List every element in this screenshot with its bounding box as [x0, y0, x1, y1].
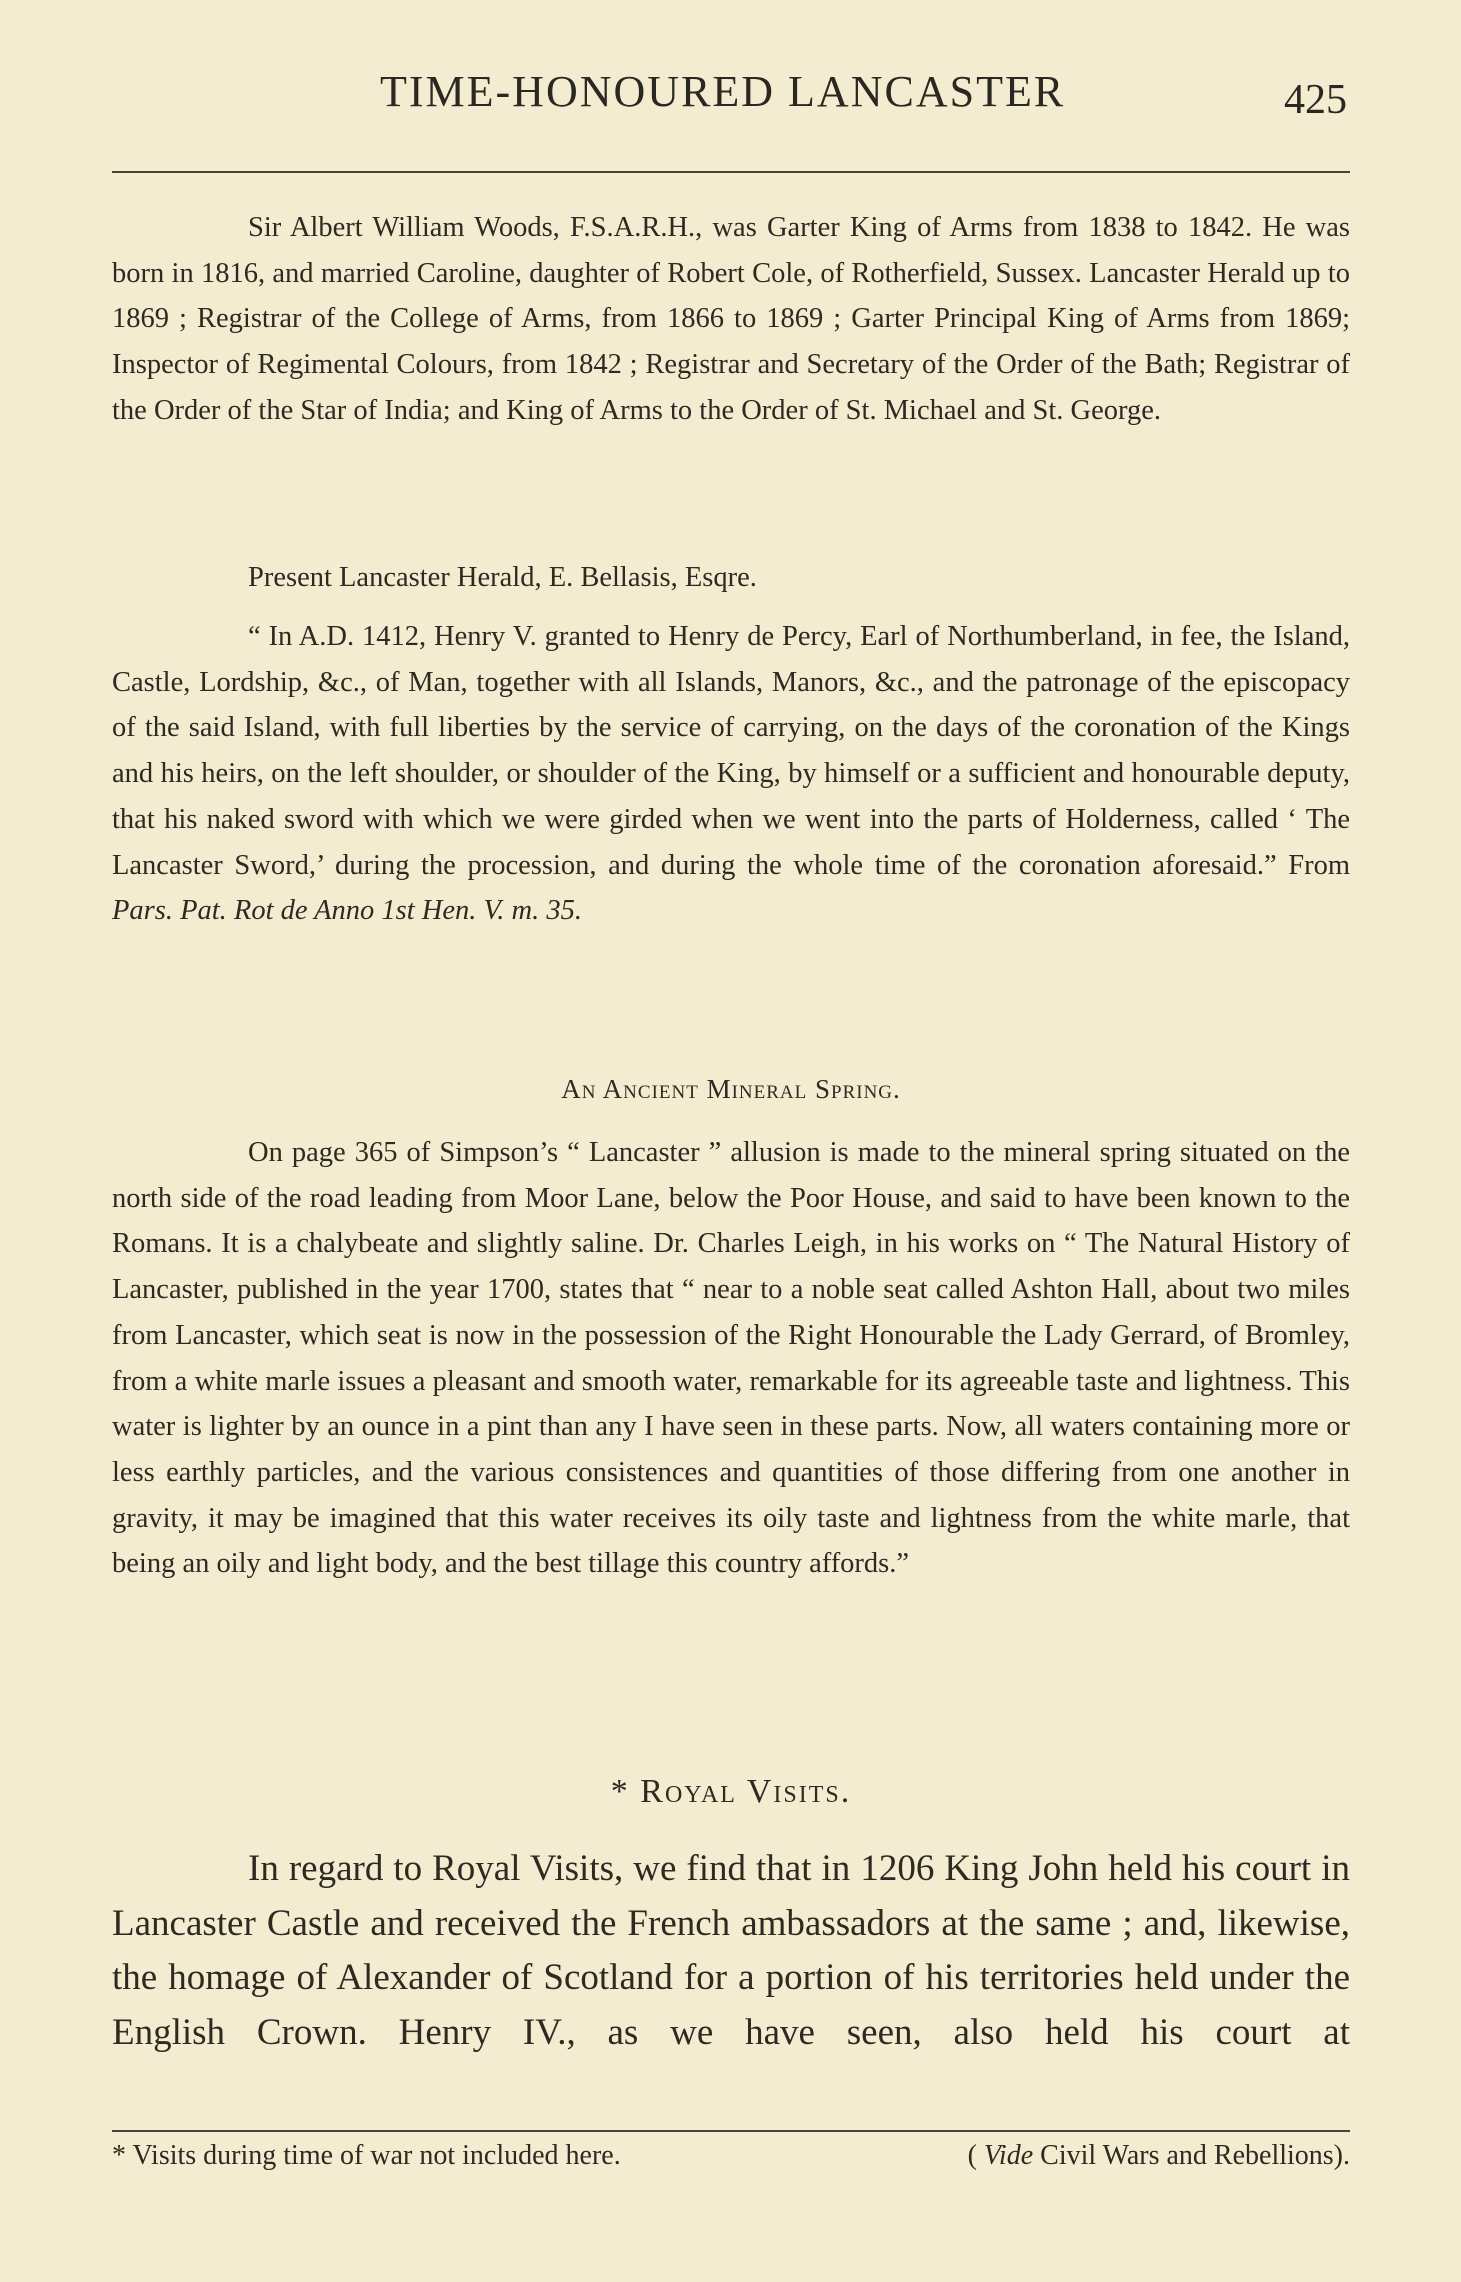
heading-mineral-spring: An Ancient Mineral Spring. — [561, 1074, 901, 1104]
paragraph-present-herald: Present Lancaster Herald, E. Bellasis, Esqre. — [248, 562, 757, 593]
footnote-rule — [112, 2130, 1350, 2132]
paragraph-mineral-spring: On page 365 of Simpson’s “ Lancaster ” allusion is made to the mineral spring situated on the north side of the road leading from Moor Lane, below the Poor House, and said to have been known to the Romans. It is a chalybeate and slightly saline. Dr. Charles Leigh, in his works on “ The Natural History of Lancaster, published in the year 1700, states that “ near to a noble seat called Ashton Hall, about two miles from Lancaster, which seat is now in the possession of the Right Honourable the Lady Gerrard, of Bromley, from a white marle issues a pleasant and smooth water, remarkable for its agreeable taste and lightness. This water is lighter by an ounce in a pint than any I have seen in these parts. Now, all waters containing more or less earthly particles, and the various consistences and quantities of those differing from one another in gravity, it may be imagined that this water receives its oily taste and lightness from the white marle, that being an oily and light body, and the best tillage this country affords.” — [112, 1137, 1350, 1580]
paragraph-woods: Sir Albert William Woods, F.S.A.R.H., was Garter King of Arms from 1838 to 1842. He was born in 1816, and married Caroline, daughter of Robert Cole, of Rotherfield, Sussex. Lancaster Herald up to 1869 ; Registrar of the College of Arms, from 1866 to 1869 ; Garter Principal King of Arms from 1869; Inspector of Regimental Colours, from 1842 ; Registrar and Secretary of the Order of the Bath; Registrar of the Order of the Star of India; and King of Arms to the Order of St. Michael and St. George. — [112, 212, 1350, 426]
quote-citation: Pars. Pat. Rot de Anno 1st Hen. V. m. 35. — [112, 895, 582, 927]
page-number: 425 — [1284, 77, 1347, 123]
heading-royal-visits: * Royal Visits. — [610, 1773, 852, 1810]
footnote — [112, 2140, 1350, 2172]
footnote-right-text: Civil Wars and Rebellions). — [1040, 2140, 1350, 2171]
paragraph-quote — [112, 614, 1350, 934]
footnote-left: * Visits during time of war not included here. — [112, 2140, 621, 2171]
running-head-title: TIME-HONOURED LANCASTER — [380, 67, 1066, 116]
header-rule — [112, 171, 1350, 173]
footnote-right: ( Vide Civil Wars and Rebellions). — [967, 2140, 1350, 2171]
paragraph-royal-visits: In regard to Royal Visits, we find that in 1206 King John held his court in Lancaster Castle and received the French ambassadors at the same ; and, likewise, the homage of Alexander of Scotland for a portion of his territories held under the English Crown. Henry IV., as we have seen, also held his court at — [112, 1848, 1350, 2053]
footnote-vide: Vide — [983, 2140, 1034, 2171]
quote-text: “ In A.D. 1412, Henry V. granted to Henry de Percy, Earl of Northumberland, in fee, the Island, Castle, Lordship, &c., of Man, together with all Islands, Manors, &c., and the patronage of the episcopacy of the said Island, with full liberties by the service of carrying, on the days of the coronation of the Kings and his heirs, on the left shoulder, or shoulder of the King, by himself or a sufficient and honourable deputy, that his naked sword with which we were girded when we went into the parts of Holderness, called ‘ The Lancaster Sword,’ during the procession, and during the whole time of the coronation aforesaid.” From — [112, 621, 1350, 881]
